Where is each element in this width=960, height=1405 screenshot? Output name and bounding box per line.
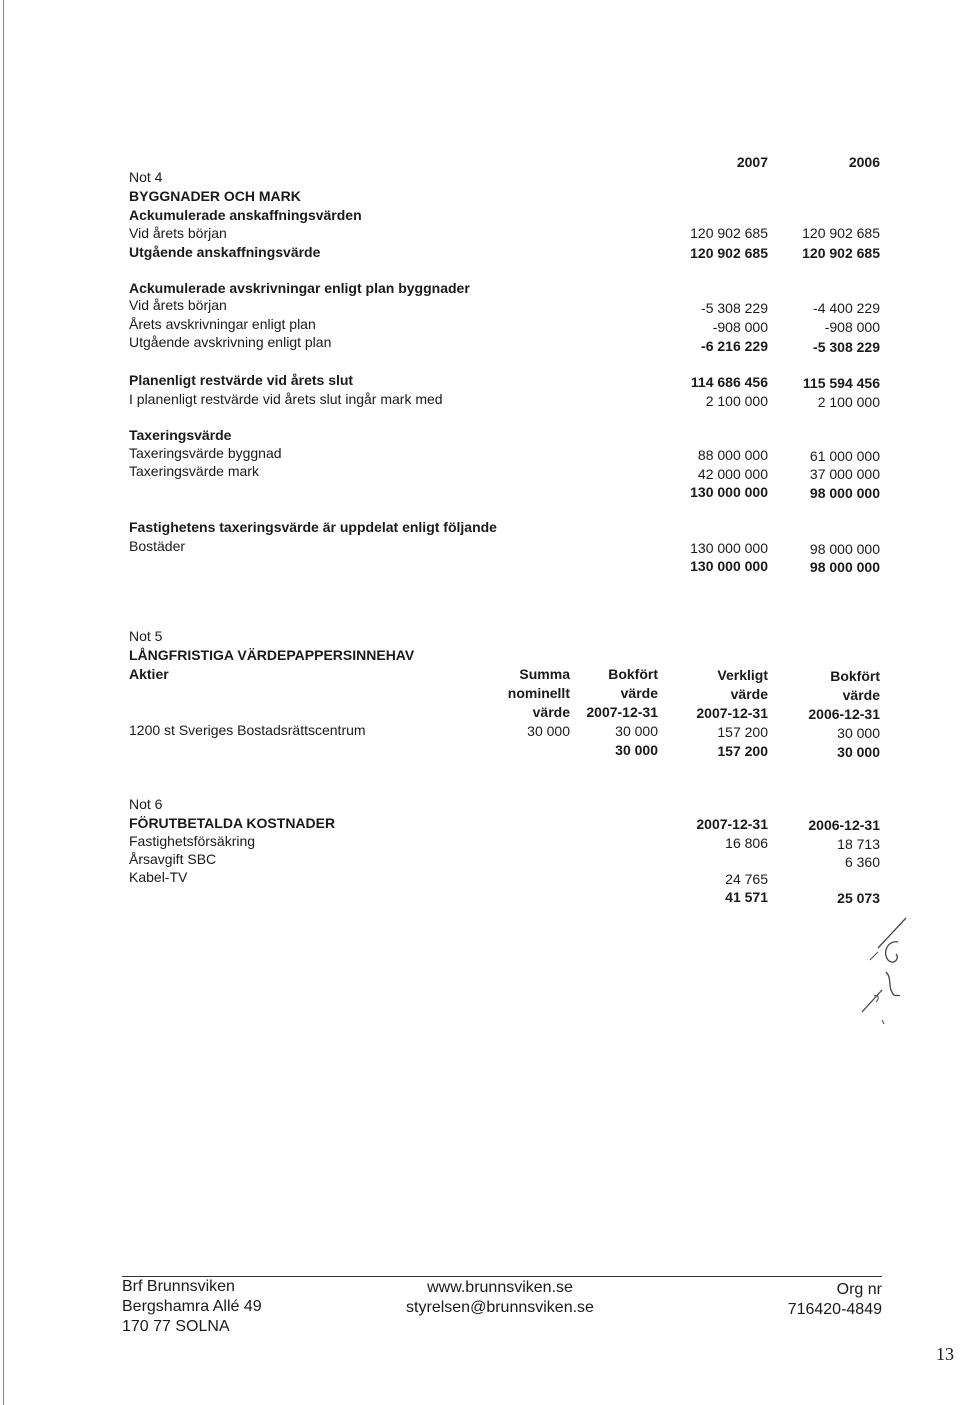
- dep-end-2006: -5 308 229: [813, 339, 880, 355]
- insurance-2007: 16 806: [725, 835, 768, 851]
- header-book2006-1: Bokfört: [830, 668, 880, 684]
- footer-rule: [122, 1276, 882, 1277]
- header-book2007-2: värde: [620, 685, 658, 701]
- note-6-number: Not 6: [129, 796, 163, 812]
- sbc-fee-label: Årsavgift SBC: [129, 851, 217, 867]
- tax-total-2006: 98 000 000: [809, 485, 880, 501]
- prepaid-header-2007: 2007-12-31: [696, 816, 768, 832]
- securities-label: 1200 st Sveriges Bostadsrättscentrum: [129, 722, 366, 738]
- prepaid-header-2006: 2006-12-31: [808, 817, 880, 833]
- tax-total-2007: 130 000 000: [690, 484, 768, 500]
- footer-street: Bergshamra Allé 49: [122, 1298, 262, 1315]
- acq-end-label: Utgående anskaffningsvärde: [129, 244, 321, 260]
- securities-nominal: 30 000: [527, 723, 570, 739]
- split-heading: Fastighetens taxeringsvärde är uppdelat enligt följande: [129, 519, 497, 535]
- tax-land-label: Taxeringsvärde mark: [129, 463, 259, 479]
- dep-start-2007: -5 308 229: [701, 300, 768, 316]
- note-4-title: BYGGNADER OCH MARK: [129, 188, 301, 204]
- residual-2007: 114 686 456: [690, 374, 768, 390]
- footer-website: www.brunnsviken.se: [427, 1279, 573, 1296]
- land-2006: 2 100 000: [817, 394, 880, 410]
- tax-heading: Taxeringsvärde: [129, 427, 232, 443]
- footer-org-number: 716420-4849: [787, 1301, 882, 1318]
- securities-total-market: 157 200: [717, 743, 768, 759]
- note-4-number: Not 4: [129, 169, 163, 185]
- tax-building-label: Taxeringsvärde byggnad: [129, 445, 282, 461]
- insurance-label: Fastighetsförsäkring: [129, 833, 256, 849]
- dep-heading: Ackumulerade avskrivningar enligt plan byggnader: [129, 280, 470, 296]
- tax-land-2007: 42 000 000: [697, 466, 768, 482]
- header-book2006-3: 2006-12-31: [808, 706, 880, 722]
- acq-start-2007: 120 902 685: [690, 225, 768, 241]
- dep-year-label: Årets avskrivningar enligt plan: [129, 316, 316, 332]
- housing-label: Bostäder: [129, 538, 186, 554]
- signature-mark: [848, 912, 918, 1032]
- acq-end-2007: 120 902 685: [690, 245, 768, 261]
- insurance-2006: 18 713: [837, 836, 880, 852]
- housing-2006: 98 000 000: [809, 541, 880, 557]
- note-5-title: LÅNGFRISTIGA VÄRDEPAPPERSINNEHAV: [129, 647, 415, 663]
- year-header-2007: 2007: [736, 154, 768, 170]
- land-label: I planenligt restvärde vid årets slut ingår mark med: [129, 391, 443, 407]
- securities-book2006: 30 000: [837, 725, 880, 741]
- scan-edge: [3, 0, 4, 1405]
- residual-2006: 115 594 456: [802, 375, 880, 391]
- header-nominal-1: Summa: [519, 666, 570, 682]
- tax-land-2006: 37 000 000: [809, 466, 880, 482]
- year-header-2006: 2006: [848, 154, 880, 170]
- footer-org-name: Brf Brunnsviken: [122, 1278, 235, 1295]
- land-2007: 2 100 000: [705, 393, 768, 409]
- dep-end-2007: -6 216 229: [701, 338, 768, 354]
- securities-total-book2006: 30 000: [837, 744, 880, 760]
- dep-year-2007: -908 000: [712, 319, 768, 335]
- housing-2007: 130 000 000: [690, 540, 768, 556]
- dep-end-label: Utgående avskrivning enligt plan: [129, 334, 332, 350]
- dep-start-2006: -4 400 229: [813, 300, 880, 316]
- securities-book2007: 30 000: [615, 723, 658, 739]
- note-6-title: FÖRUTBETALDA KOSTNADER: [129, 815, 336, 831]
- footer-postal: 170 77 SOLNA: [122, 1318, 230, 1335]
- securities-market: 157 200: [717, 724, 768, 740]
- securities-total-book2007: 30 000: [615, 742, 658, 758]
- prepaid-total-2007: 41 571: [725, 889, 768, 905]
- cable-tv-label: Kabel-TV: [129, 869, 188, 885]
- header-book2006-2: värde: [842, 687, 880, 703]
- acq-start-label: Vid årets början: [129, 225, 227, 241]
- acq-end-2006: 120 902 685: [802, 245, 880, 261]
- note-5-subtitle: Aktier: [129, 666, 169, 682]
- tax-building-2006: 61 000 000: [809, 448, 880, 464]
- acq-heading: Ackumulerade anskaffningsvärden: [129, 207, 362, 223]
- dep-year-2006: -908 000: [824, 319, 880, 335]
- header-market-3: 2007-12-31: [696, 705, 768, 721]
- page-number: 13: [936, 1344, 954, 1364]
- dep-start-label: Vid årets början: [129, 297, 227, 313]
- footer-org-label: Org nr: [836, 1281, 882, 1298]
- note-5-number: Not 5: [129, 628, 163, 644]
- tax-building-2007: 88 000 000: [697, 447, 768, 463]
- acq-start-2006: 120 902 685: [802, 225, 880, 241]
- residual-label: Planenligt restvärde vid årets slut: [129, 372, 354, 388]
- split-total-2006: 98 000 000: [809, 559, 880, 575]
- sbc-fee-2006: 6 360: [844, 854, 880, 870]
- header-nominal-2: nominellt: [507, 685, 570, 701]
- prepaid-total-2006: 25 073: [837, 890, 880, 906]
- split-total-2007: 130 000 000: [690, 558, 768, 574]
- header-book2007-3: 2007-12-31: [586, 704, 658, 720]
- header-nominal-3: värde: [532, 704, 570, 720]
- header-market-2: värde: [730, 686, 768, 702]
- footer-email: styrelsen@brunnsviken.se: [406, 1299, 594, 1316]
- header-market-1: Verkligt: [717, 667, 768, 683]
- header-book2007-1: Bokfört: [608, 666, 658, 682]
- cable-tv-2007: 24 765: [725, 871, 768, 887]
